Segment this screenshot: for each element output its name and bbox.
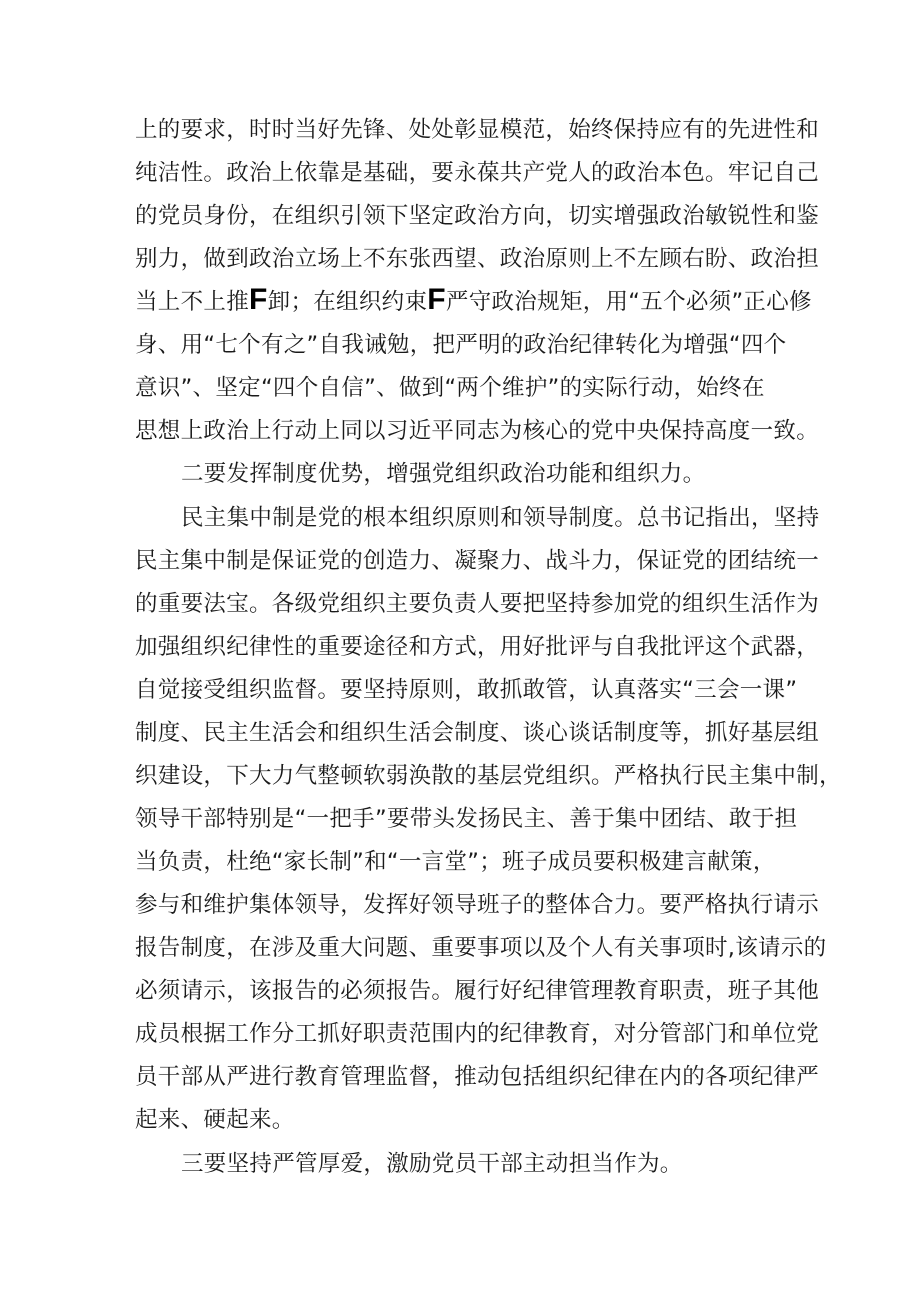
- text-line: 上的要求，时时当好先锋、处处彰显模范，始终保持应有的先进性和: [135, 117, 820, 143]
- section-heading: 二要发挥制度优势，增强党组织政治功能和组织力。: [181, 461, 706, 487]
- text-segment: 当上不上推: [135, 289, 250, 315]
- text-line: 领导干部特别是“一把手”要带头发扬民主、善于集中团结、敢于担: [135, 806, 798, 832]
- text-line: 必须请示，该报告的必须报告。履行好纪律管理教育职责，班子其他: [135, 978, 820, 1004]
- text-line: 意识”、坚定“四个自信”、做到“两个维护”的实际行动，始终在: [135, 375, 765, 401]
- text-line: 制度、民主生活会和组织生活会制度、谈心谈话制度等，抓好基层组: [135, 720, 820, 746]
- text-line: 报告制度，在涉及重大问题、重要事项以及个人有关事项时,该请示的: [135, 935, 827, 961]
- text-line: 成员根据工作分工抓好职责范围内的纪律教育，对分管部门和单位党: [135, 1021, 820, 1047]
- text-line: 民主集中制是保证党的创造力、凝聚力、战斗力，保证党的团结统一: [135, 548, 820, 574]
- ocr-artifact-glyph: F: [427, 283, 446, 316]
- text-line: 思想上政治上行动上同以习近平同志为核心的党中央保持高度一致。: [135, 418, 820, 444]
- text-line: 当负责，杜绝“家长制”和“一言堂”；班子成员要积极建言献策，: [135, 849, 776, 875]
- text-line: 的党员身份，在组织引领下坚定政治方向，切实增强政治敏锐性和鉴: [135, 203, 820, 229]
- ocr-artifact-glyph: F: [249, 283, 268, 316]
- text-line: 的重要法宝。各级党组织主要负责人要把坚持参加党的组织生活作为: [135, 591, 820, 617]
- text-line: 别力，做到政治立场上不东张西望、政治原则上不左顾右盼、政治担: [135, 246, 820, 272]
- text-line: 起来、硬起来。: [135, 1107, 295, 1133]
- text-line: 参与和维护集体领导，发挥好领导班子的整体合力。要严格执行请示: [135, 892, 820, 918]
- text-line: [135, 284, 812, 320]
- section-heading: 三要坚持严管厚爱，激励党员干部主动担当作为。: [181, 1151, 683, 1177]
- paragraph-first-line: 民主集中制是党的根本组织原则和领导制度。总书记指出，坚持: [181, 505, 820, 531]
- text-segment: 卸；在组织约束: [267, 289, 428, 315]
- text-line: 员干部从严进行教育管理监督，推动包括组织纪律在内的各项纪律严: [135, 1064, 820, 1090]
- text-segment: 严守政治规矩，用“五个必须”正心修: [445, 289, 812, 315]
- text-line: 纯洁性。政治上依靠是基础，要永葆共产党人的政治本色。牢记自己: [135, 160, 820, 186]
- text-line: 自觉接受组织监督。要坚持原则，敢抓敢管，认真落实“三会一课”: [135, 677, 798, 703]
- text-line: 加强组织纪律性的重要途径和方式，用好批评与自我批评这个武器，: [135, 634, 820, 660]
- text-line: 织建设，下大力气整顿软弱涣散的基层党组织。严格执行民主集中制，: [135, 763, 842, 789]
- text-line: 身、用“七个有之”自我诫勉，把严明的政治纪律转化为增强“四个: [135, 332, 787, 358]
